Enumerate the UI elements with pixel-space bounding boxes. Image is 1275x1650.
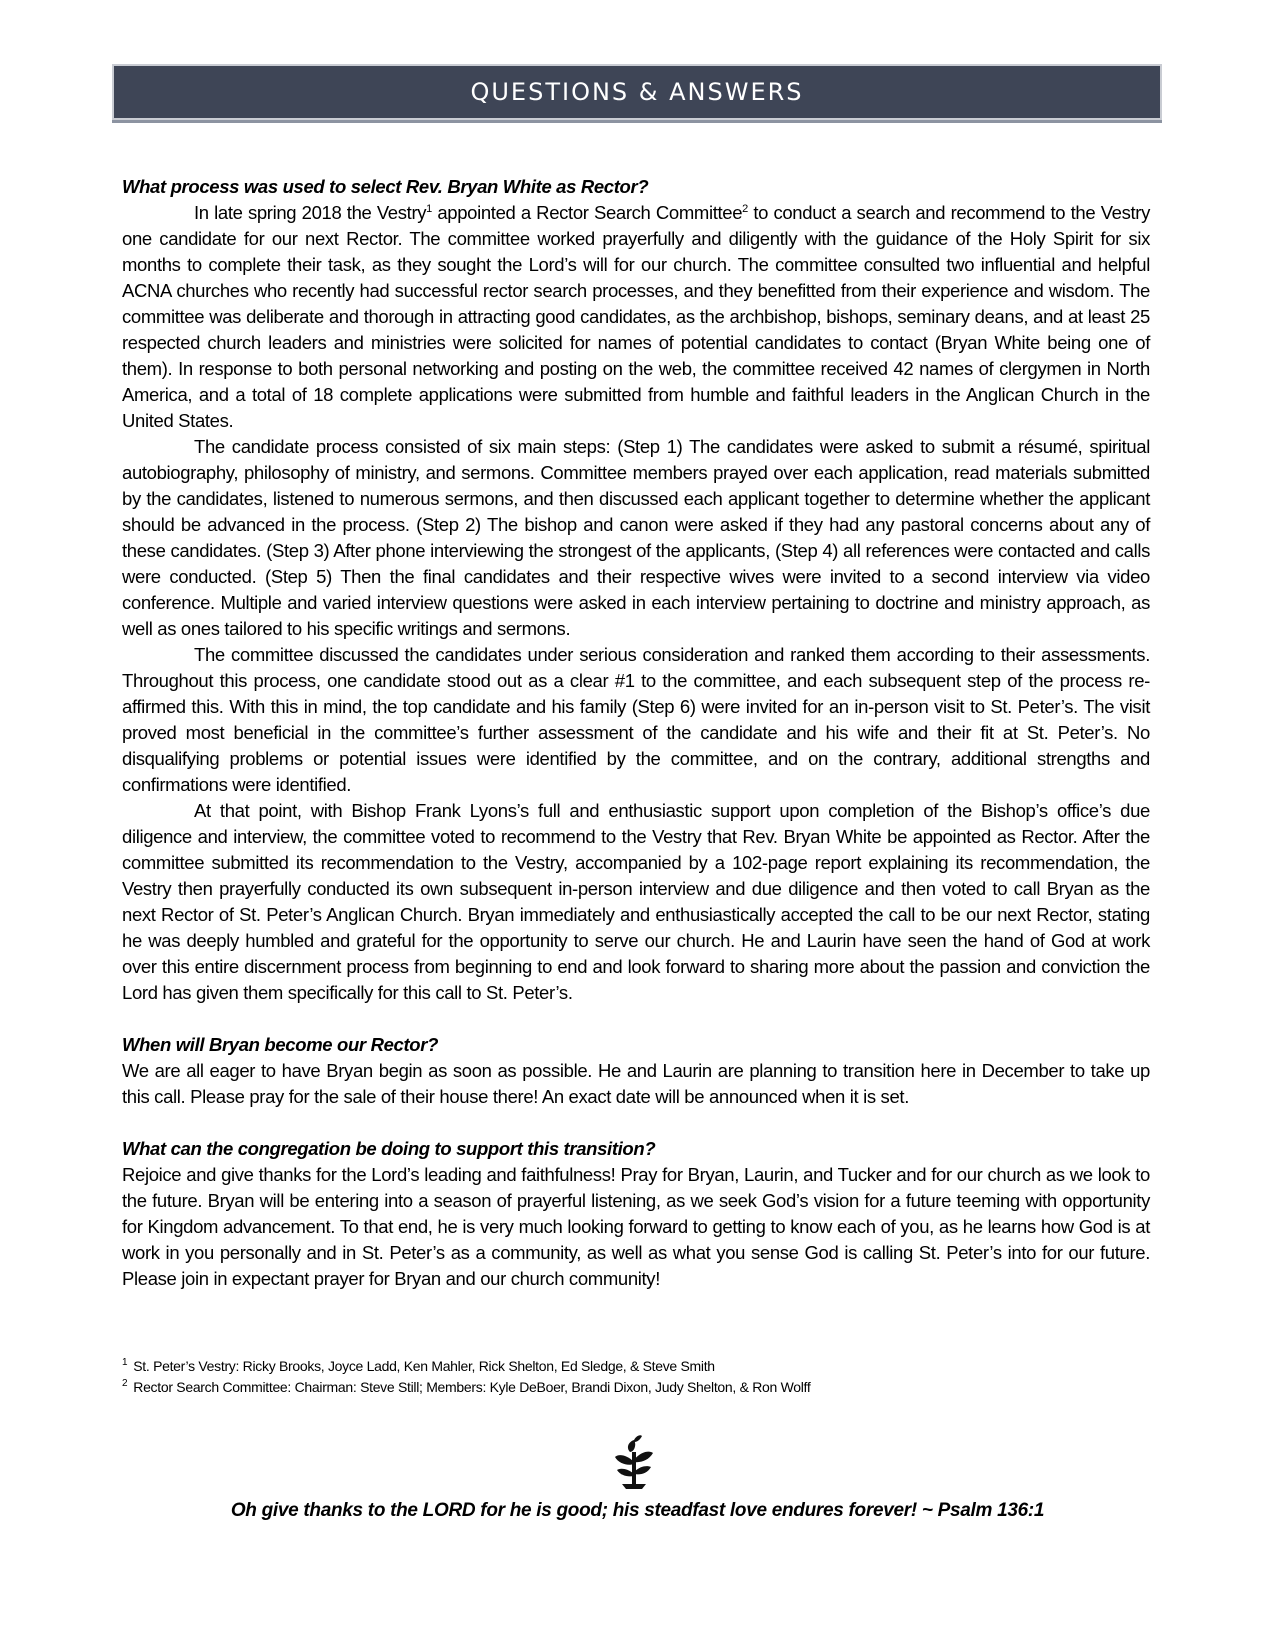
section-spacer — [122, 1110, 1150, 1136]
footnote-ref-1: 1 — [426, 202, 432, 215]
footnote-ref-2: 2 — [742, 202, 748, 215]
closing-verse: Oh give thanks to the LORD for he is good; his steadfast love endures forever! ~ Psalm 136:1 — [230, 1500, 1045, 1521]
header-banner — [112, 64, 1162, 120]
footnotes — [122, 1356, 1150, 1398]
footnote-text: St. Peter’s Vestry: Ricky Brooks, Joyce Ladd, Ken Mahler, Rick Shelton, Ed Sledge, & Steve Smith — [133, 1358, 715, 1374]
paragraph-text: In late spring 2018 the Vestry — [194, 202, 427, 223]
answer-when: We are all eager to have Bryan begin as soon as possible. He and Laurin are planning to transition here in December to take up this call. Please pray for the sale of their house there! An exact date will be announced when it is set. — [122, 1060, 1150, 1107]
footnote-number: 2 — [122, 1378, 128, 1390]
page-title: QUESTIONS & ANSWERS — [470, 78, 804, 106]
section-spacer — [122, 1006, 1150, 1032]
answer-process-paragraph-4: At that point, with Bishop Frank Lyons’s full and enthusiastic support upon completion of the Bishop’s office’s due diligence and interview, the committee voted to recommend to the Vestry that Rev. Bryan White be appointed as Rector. After the committee submitted its recommendation to the Vestry, accompanied by a 102-page report explaining its recommendation, the Vestry then prayerfully conducted its own subsequent in-person interview and due diligence and then voted to call Bryan as the next Rector of St. Peter’s Anglican Church. Bryan immediately and enthusiastically accepted the call to be our next Rector, stating he was deeply humbled and grateful for the opportunity to serve our church. He and Laurin have seen the hand of God at work over this entire discernment process from beginning to end and look forward to sharing more about the passion and conviction the Lord has given them specifically for this call to St. Peter’s. — [122, 800, 1150, 1003]
qa-content — [122, 174, 1150, 1292]
question-support: What can the congregation be doing to support this transition? — [122, 1138, 656, 1159]
footnote-text: Rector Search Committee: Chairman: Steve Still; Members: Kyle DeBoer, Brandi Dixon, Judy Shelton, & Ron Wolff — [133, 1379, 811, 1395]
question-when: When will Bryan become our Rector? — [122, 1034, 439, 1055]
answer-process-paragraph-2: The candidate process consisted of six main steps: (Step 1) The candidates were asked to submit a résumé, spiritual autobiography, philosophy of ministry, and sermons. Committee members prayed over each application, read materials submitted by the candidates, listened to numerous sermons, and then discussed each applicant together to determine whether the applicant should be advanced in the process. (Step 2) The bishop and canon were asked if they had any pastoral concerns about any of these candidates. (Step 3) After phone interviewing the strongest of the applicants, (Step 4) all references were contacted and calls were conducted. (Step 5) Then the final candidates and their respective wives were invited to a second interview via video conference. Multiple and varied interview questions were asked in each interview pertaining to doctrine and ministry approach, as well as ones tailored to his specific writings and sermons. — [122, 436, 1150, 639]
paragraph-text: appointed a Rector Search Committee — [431, 202, 743, 223]
paragraph-text: to conduct a search and recommend to the Vestry one candidate for our next Rector. The committee worked prayerfully and diligently with the guidance of the Holy Spirit for six months to complete their task, as they sought the Lord’s will for our church. The committee consulted two influential and helpful ACNA churches who recently had successful rector search processes, and they benefitted from their experience and wisdom. The committee was deliberate and thorough in attracting good candidates, as the archbishop, bishops, seminary deans, and at least 25 respected church leaders and ministries were solicited for names of potential candidates to contact (Bryan White being one of them). In response to both personal networking and posting on the web, the committee received 42 names of clergymen in North America, and a total of 18 complete applications were submitted from humble and faithful leaders in the Anglican Church in the United States. — [122, 202, 1150, 431]
footnote-1 — [122, 1356, 1150, 1377]
sprout-icon — [612, 1432, 656, 1490]
answer-support: Rejoice and give thanks for the Lord’s leading and faithfulness! Pray for Bryan, Laurin, and Tucker and for our church as we look to the future. Bryan will be entering into a season of prayerful listening, as we seek God’s vision for a future teeming with opportunity for Kingdom advancement. To that end, he is very much looking forward to getting to know each of you, as he learns how God is at work in you personally and in St. Peter’s as a community, as well as what you sense God is calling St. Peter’s into for our future. Please join in expectant prayer for Bryan and our church community! — [122, 1164, 1150, 1289]
answer-process-paragraph-1 — [122, 200, 1150, 434]
footnote-2 — [122, 1377, 1150, 1398]
question-process: What process was used to select Rev. Bryan White as Rector? — [122, 176, 649, 197]
footnote-number: 1 — [122, 1357, 128, 1369]
answer-process-paragraph-3: The committee discussed the candidates under serious consideration and ranked them according to their assessments. Throughout this process, one candidate stood out as a clear #1 to the committee, and each subsequent step of the process re-affirmed this. With this in mind, the top candidate and his family (Step 6) were invited for an in-person visit to St. Peter’s. The visit proved most beneficial in the committee’s further assessment of the candidate and his wife and their fit at St. Peter’s. No disqualifying problems or potential issues were identified by the committee, and on the contrary, additional strengths and confirmations were identified. — [122, 644, 1150, 795]
